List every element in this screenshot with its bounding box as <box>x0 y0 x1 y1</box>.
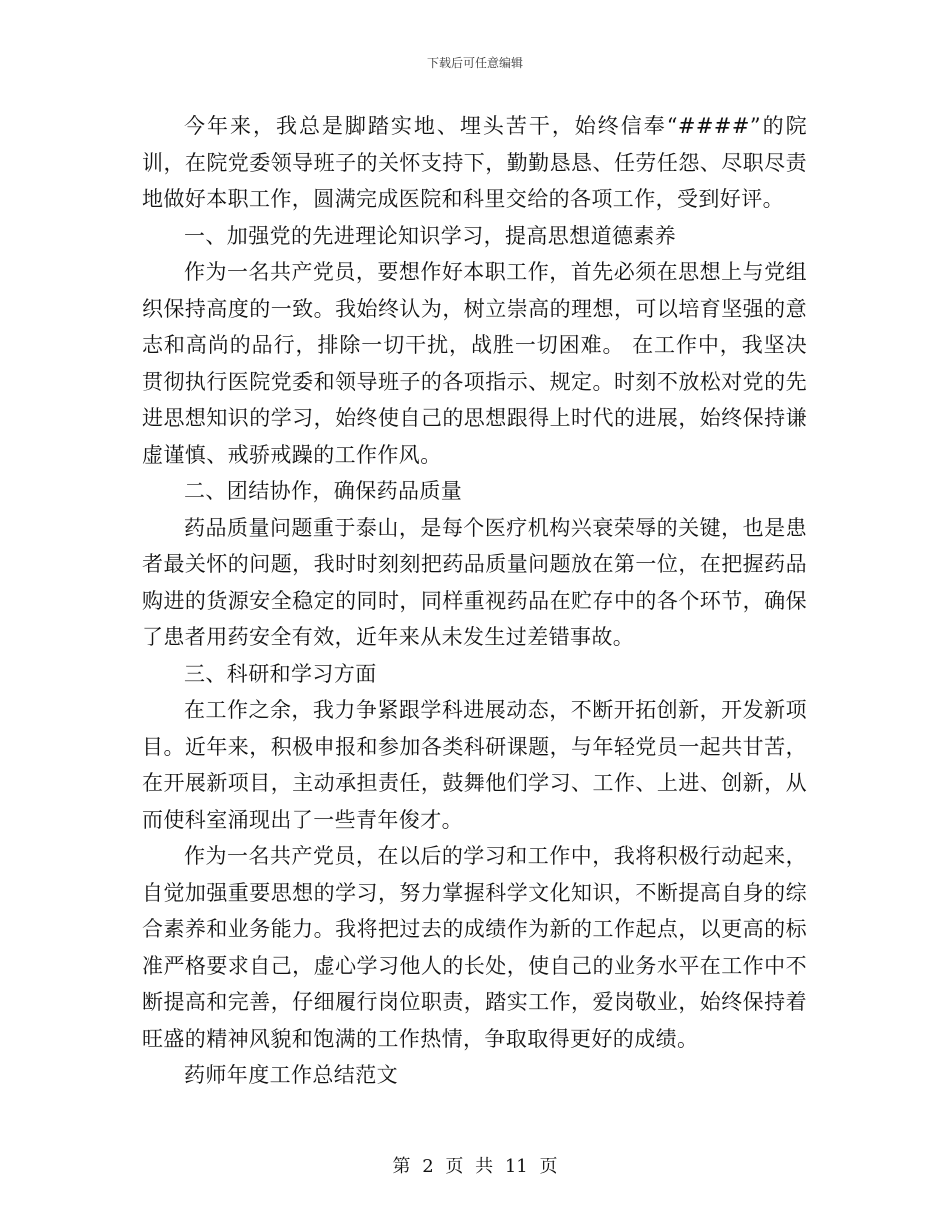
paragraph-section-2: 药品质量问题重于泰山，是每个医疗机构兴衰荣辱的关键，也是患者最关怀的问题，我时时刻刻把药品质量问题放在第一位，在把握药品购进的货源安全稳定的同时，同样重视药品在贮存中的各个环节，确保了患者用药安全有效，近年来从未发生过差错事故。 <box>142 515 807 649</box>
header-note: 下载后可任意编辑 <box>426 56 523 70</box>
document-body <box>142 108 807 1094</box>
paragraph-intro: 今年来，我总是脚踏实地、埋头苦干，始终信奉“####”的院训，在院党委领导班子的关怀支持下，勤勤恳恳、任劳任怨、尽职尽责地做好本职工作，圆满完成医院和科里交给的各项工作，受到好评。 <box>142 114 807 211</box>
section-heading-1: 一、加强党的先进理论知识学习，提高思想道德素养 <box>184 223 677 248</box>
section-heading-3: 三、科研和学习方面 <box>184 661 377 686</box>
page-number: 第 2 页 共 11 页 <box>392 1156 558 1177</box>
paragraph-section-1: 作为一名共产党员，要想作好本职工作，首先必须在思想上与党组织保持高度的一致。我始终认为，树立崇高的理想，可以培育坚强的意志和高尚的品行，排除一切干扰，战胜一切困难。 在工作中，我坚决贯彻执行医院党委和领导班子的各项指示、规定。时刻不放松对党的先进思想知识的学习，始终使自己的思想跟得上时代的进展，始终保持谦虚谨慎、戒骄戒躁的工作作风。 <box>142 260 807 467</box>
paragraph-section-3: 在工作之余，我力争紧跟学科进展动态，不断开拓创新，开发新项目。近年来，积极申报和参加各类科研课题，与年轻党员一起共甘苦，在开展新项目，主动承担责任，鼓舞他们学习、工作、上进、创新，从而使科室涌现出了一些青年俊才。 <box>142 698 807 832</box>
next-title: 药师年度工作总结范文 <box>184 1063 398 1087</box>
paragraph-conclusion: 作为一名共产党员，在以后的学习和工作中，我将积极行动起来，自觉加强重要思想的学习，努力掌握科学文化知识，不断提高自身的综合素养和业务能力。我将把过去的成绩作为新的工作起点，以更高的标准严格要求自己，虚心学习他人的长处，使自己的业务水平在工作中不断提高和完善，仔细履行岗位职责，踏实工作，爱岗敬业，始终保持着旺盛的精神风貌和饱满的工作热情，争取取得更好的成绩。 <box>142 844 807 1051</box>
section-heading-2: 二、团结协作，确保药品质量 <box>184 479 463 503</box>
